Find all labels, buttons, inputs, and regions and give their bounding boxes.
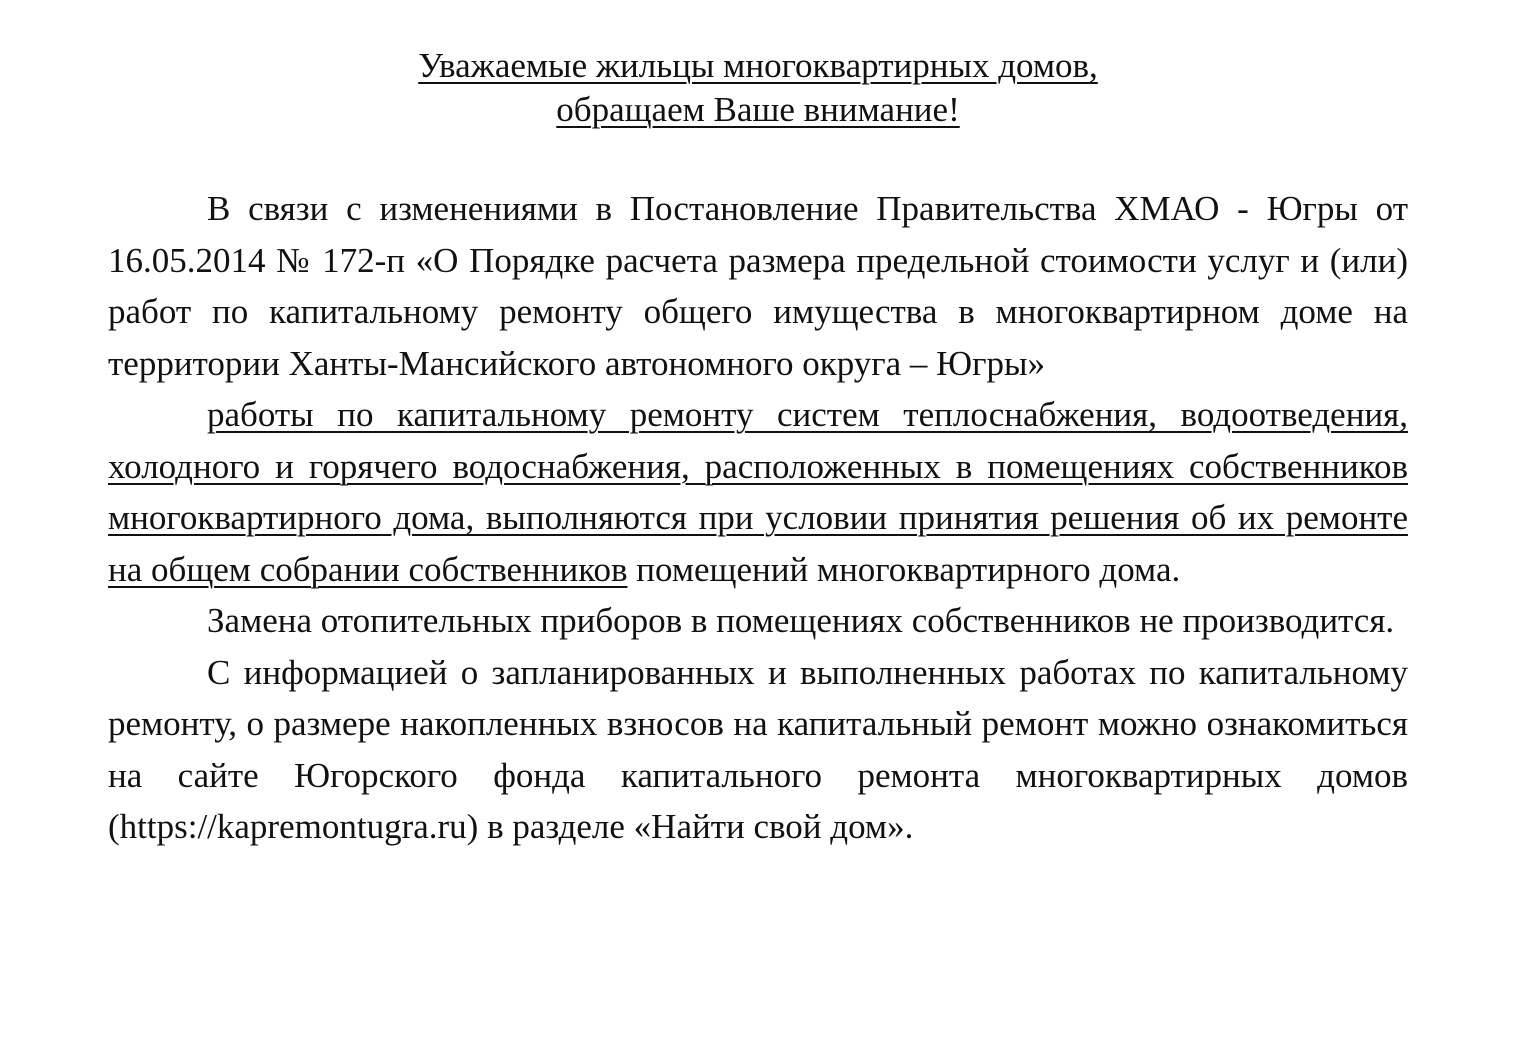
paragraph-regulation-change: В связи с изменениями в Постановление Правительства ХМАО - Югры от 16.05.2014 № 172-п «О Порядке расчета размера предельной стоимости услуг и (или) работ по капитальному ремонту общего имущества в многоквартирном доме на территории Ханты-Мансийского автономного округа – Югры» — [108, 189, 1408, 383]
title-line-2: обращаем Ваше внимание! — [556, 90, 960, 129]
notice-body — [108, 183, 1408, 853]
notice-title — [108, 44, 1408, 132]
repair-conditions-rest: помещений многоквартирного дома. — [627, 549, 1181, 589]
paragraph-info-website: С информацией о запланированных и выполненных работах по капитальному ремонту, о размере накопленных взносов на капитальный ремонт можно ознакомиться на сайте Югорского фонда капитального ремонта многоквартирных домов (https://kapremontugra.ru) в разделе «Найти свой дом». — [108, 652, 1408, 846]
title-line-1: Уважаемые жильцы многоквартирных домов, — [418, 46, 1098, 85]
paragraph-heating-devices: Замена отопительных приборов в помещениях собственников не производится. — [207, 601, 1395, 640]
notice-document — [108, 44, 1408, 853]
underlined-repair-conditions: работы по капитальному ремонту систем теплоснабжения, водоотведения, холодного и горячего водоснабжения, расположенных в помещениях собственников многоквартирного дома, выполняются при условии принятия решения об их ремонте на общем собрании собственников — [108, 395, 1408, 589]
paragraph-repair-conditions — [108, 389, 1408, 595]
